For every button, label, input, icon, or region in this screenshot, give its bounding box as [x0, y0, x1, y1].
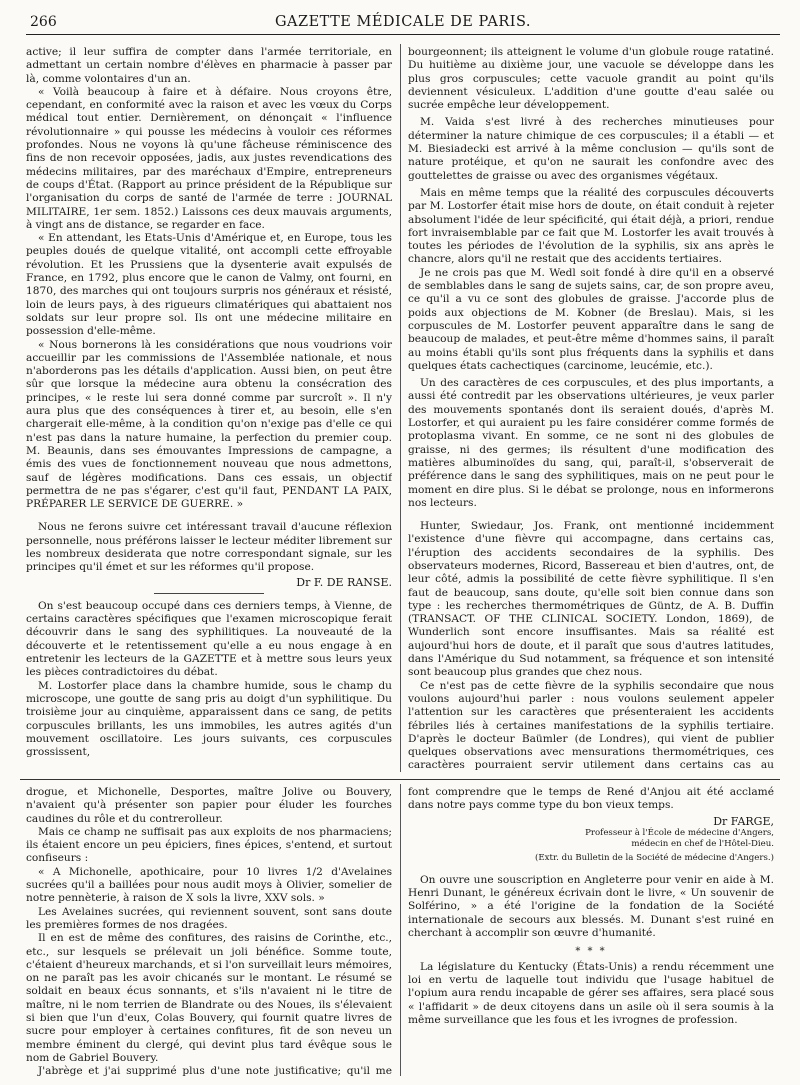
section-rule	[20, 779, 780, 780]
article-paragraph: J'abrège et j'ai supprimé plus d'une note justificative; qu'il me	[38, 1065, 392, 1076]
section-separator	[154, 593, 264, 594]
journal-title: GAZETTE MÉDICALE DE PARIS.	[274, 14, 532, 30]
article-paragraph: On s'est beaucoup occupé dans ces derniers temps, à Vienne, de certains caractères spécifiques que l'examen microscopique ferait découvrir dans le sang des syphilitiques. La nouveauté de la découverte et le retentissement qu'elle a eu nous engage à en entretenir les lecteurs de la GAZETTE et à mettre sous leurs yeux les pièces contradictoires du débat.	[26, 599, 392, 679]
column-divider	[400, 784, 401, 1076]
article-paragraph: Mais en même temps que la réalité des corpuscules découverts par M. Lostorfer était mise hors de doute, on était conduit à rejeter absolument l'idée de leur spécificité, qui était déjà, a priori, rendue fort invraisemblable par ce fait que M. Lostorfer les avait trouvés à toutes les périodes de l'évolution de la syphilis, six ans après le chancre, alors qu'il ne restait que des accidents tertiaires.	[408, 186, 774, 266]
article-paragraph: font comprendre que le temps de René d'Anjou ait été acclamé dans notre pays comme type du bon vieux temps.	[408, 786, 774, 812]
upper-left-column	[26, 46, 392, 771]
news-item: La législature du Kentucky (États-Unis) a rendu récemment une loi en vertu de laquelle tout individu que l'usage habituel de l'opium aura rendu incapable de gérer ses affaires, sera placé sous « l'affidarit » de deux citoyens dans un asile où il sera soumis à la même surveillance que les fous et les ivrognes de profession.	[408, 960, 774, 1026]
news-item: On ouvre une souscription en Angleterre pour venir en aide à M. Henri Dunant, le généreux écrivain dont le livre, « Un souvenir de Solférino, » a été l'origine de la fondation de la Société internationale de secours aux blessés. M. Dunant s'est ruiné en cherchant à accomplir son œuvre d'humanité.	[408, 873, 774, 940]
author-signature: Dr FARGE,	[713, 814, 774, 828]
article-paragraph: Les Avelaines sucrées, qui reviennent souvent, sont sans doute les premières formes de nos dragées.	[26, 905, 392, 931]
lower-right-column	[408, 786, 774, 1076]
article-paragraph: Ce n'est pas de cette fièvre de la syphilis secondaire que nous voulons aujourd'hui parler : nous voulons seulement appeler l'attention sur les caractères que présenteraient les accidents fébriles liés à certaines manifestations de la syphilis tertiaire. D'après le docteur Baümler (de Londres), qui vient de publier quelques observations avec mensurations thermométriques, ces caractères pourraient servir utilement dans certains cas au	[408, 679, 774, 771]
article-paragraph: bourgeonnent; ils atteignent le volume d'un globule rouge ratatiné. Du huitième au dixième jour, une vacuole se développe dans les plus gros corpuscules; cette vacuole grandit au point qu'ils deviennent vésiculeux. L'addition d'une goutte d'eau salée ou sucrée empêche leur développement.	[408, 46, 774, 112]
asterism: * * *	[575, 946, 607, 958]
article-paragraph: « Nous bornerons là les considérations que nous voudrions voir accueillir par les commissions de l'Assemblée nationale, et nous n'aborderons pas les détails d'application. Aussi bien, on peut être sûr que lorsque la médecine aura obtenu la consécration des principes, « le reste lui sera donné comme par surcroît ». Il n'y aura plus que des conséquences à tirer et, au besoin, elle s'en chargerait elle-même, à la condition qu'on n'exige pas d'elle ce qui n'est pas dans la nature humaine, la perfection du premier coup. M. Beaunis, dans ses émouvantes Impressions de campagne, a émis des vues de fonctionnement nouveau que nous admettons, sauf de légères modifications. Dans ces essais, un objectif permettra de ne pas s'égarer, c'est qu'il faut, PENDANT LA PAIX, PRÉPARER LE SERVICE DE GUERRE. »	[26, 338, 392, 511]
page-number: 266	[30, 14, 57, 30]
article-paragraph: Mais ce champ ne suffisait pas aux exploits de nos pharmaciens; ils étaient encore un peu épiciers, fines épices, s'entend, et surtout confiseurs :	[26, 825, 392, 865]
article-paragraph: drogue, et Michonelle, Desportes, maître Jolive ou Bouvery, n'avaient qu'à présenter son papier pour éluder les fourches caudines du rôle et du contrerolleur.	[26, 786, 392, 825]
lower-left-column	[26, 786, 392, 1076]
author-affiliation: Professeur à l'École de médecine d'Angers,	[585, 827, 774, 838]
page-header	[26, 12, 780, 35]
article-paragraph: Je ne crois pas que M. Wedl soit fondé à dire qu'il en a observé de semblables dans le sang de sujets sains, car, de son propre aveu, ce qu'il a vu ce sont des globules de graisse. J'accorde plus de poids aux objections de M. Kobner (de Breslau). Mais, si les corpuscules de M. Lostorfer peuvent apparaître dans le sang de beaucoup de malades, et peut-être même d'hommes sains, il paraît au moins établi qu'ils sont plus fréquents dans la syphilis et dans quelques états cachectiques (carcinome, leucémie, etc.).	[408, 266, 774, 372]
source-note: (Extr. du Bulletin de la Société de médecine d'Angers.)	[535, 852, 774, 863]
article-paragraph: Hunter, Swiedaur, Jos. Frank, ont mentionné incidemment l'existence d'une fièvre qui accompagne, dans certains cas, l'éruption des accidents secondaires de la syphilis. Des observateurs modernes, Ricord, Bassereau et bien d'autres, ont, de leur côté, admis la possibilité de cette fièvre syphilitique. Il s'en faut de beaucoup, sans doute, qu'elle soit bien connue dans son type : les recherches thermométriques de Güntz, de A. B. Duffin (TRANSACT. OF THE CLINICAL SOCIETY. London, 1869), de Wunderlich sont encore insuffisantes. Mais sa réalité est aujourd'hui hors de doute, et il paraît que sous d'autres latitudes, dans l'Amérique du Sud notamment, sa fréquence et son intensité sont beaucoup plus grandes que chez nous.	[408, 520, 774, 679]
article-paragraph: M. Lostorfer place dans la chambre humide, sous le champ du microscope, une goutte de sang pris au doigt d'un syphilitique. Du troisième jour au cinquième, apparaissent dans ce sang, de petits corpuscules brillants, les uns immobiles, les autres agités d'un mouvement oscillatoire. Les jours suivants, ces corpuscules grossissent,	[26, 679, 392, 759]
article-paragraph: M. Vaida s'est livré à des recherches minutieuses pour déterminer la nature chimique de ces corpuscules; il a établi — et M. Biesiadecki est arrivé à la même conclusion — qu'ils sont de nature protéique, et qu'on ne saurait les confondre avec des gouttelettes de graisse ou avec des organismes végétaux.	[408, 116, 774, 182]
article-paragraph: « En attendant, les Etats-Unis d'Amérique et, en Europe, tous les peuples doués de quelque vitalité, ont accompli cette effroyable révolution. Et les Prussiens que la dysenterie avait expulsés de France, en 1792, plus encore que le canon de Valmy, ont fourni, en 1870, des marches qui ont toujours surpris nos généraux et résisté, loin de leurs pays, à des rigueurs climatériques qui abattaient nos soldats sur leur propre sol. Ils ont une médecine militaire en possession d'elle-même.	[26, 232, 392, 338]
article-paragraph: « A Michonelle, apothicaire, pour 10 livres 1/2 d'Avelaines sucrées qu'il a baillées pour nous audit moys à Olivier, somelier de notre pennèterie, à raison de X sols la livre, XXV sols. »	[26, 865, 392, 905]
article-paragraph: Il en est de même des confitures, des raisins de Corinthe, etc., etc., sur lesquels se prélevait un joli bénéfice. Somme toute, c'étaient d'heureux marchands, et si l'on surveillait leurs mémoires, on ne paraît pas les avoir chicanés sur le montant. Le résumé se soldait en beaux écus sonnants, et s'ils n'avaient ni le titre de maître, ni le nom terrien de Blandrate ou des Noues, ils s'élevaient si bien que l'un d'eux, Colas Bouvery, qui fournit quatre livres de sucre pour employer à certaines confitures, fit de son neveu un membre éminent du clergé, qui devint plus tard évêque sous le nom de Gabriel Bouvery.	[26, 932, 392, 1064]
upper-right-column	[408, 46, 774, 771]
article-paragraph: Un des caractères de ces corpuscules, et des plus importants, a aussi été contredit par les observations ultérieures, je veux parler des mouvements spontanés dont ils seraient doués, d'après M. Lostorfer, et qui auraient pu les faire considérer comme formés de protoplasma vivant. En somme, ce ne sont ni des globules de graisse, ni des germes; ils résultent d'une modification des matières albuminoïdes du sang, qui, paraît-il, s'observerait de préférence dans le sang des syphilitiques, mais on ne peut pour le moment en dire plus. Si le débat se prolonge, nous en informerons nos lecteurs.	[408, 377, 774, 509]
author-signature: Dr F. DE RANSE.	[296, 575, 392, 589]
article-paragraph: Nous ne ferons suivre cet intéressant travail d'aucune réflexion personnelle, nous préférons laisser le lecteur méditer librement sur les nombreux desiderata que notre correspondant signale, sur les principes qu'il émet et sur les réformes qu'il propose.	[26, 521, 392, 574]
article-paragraph: active; il leur suffira de compter dans l'armée territoriale, en admettant un certain nombre d'élèves en pharmacie à passer par là, comme volontaires d'un an.	[26, 46, 392, 85]
column-divider	[400, 44, 401, 772]
article-paragraph: « Voilà beaucoup à faire et à défaire. Nous croyons être, cependant, en conformité avec la raison et avec les vœux du Corps médical tout entier. Dernièrement, on dénonçait « l'influence révolutionnaire » qui pousse les médecins à vouloir ces réformes profondes. Nous ne voyons là qu'une fâcheuse réminiscence des fins de non recevoir opposées, jadis, aux justes revendications des médecins militaires, par des maréchaux d'Empire, entrepreneurs de coups d'État. (Rapport au prince président de la République sur l'organisation du corps de santé de l'armée de terre : JOURNAL MILITAIRE, 1er sem. 1852.) Laissons ces deux mauvais arguments, à vingt ans de distance, se regarder en face.	[26, 85, 392, 231]
author-affiliation: médecin en chef de l'Hôtel-Dieu.	[631, 838, 774, 849]
